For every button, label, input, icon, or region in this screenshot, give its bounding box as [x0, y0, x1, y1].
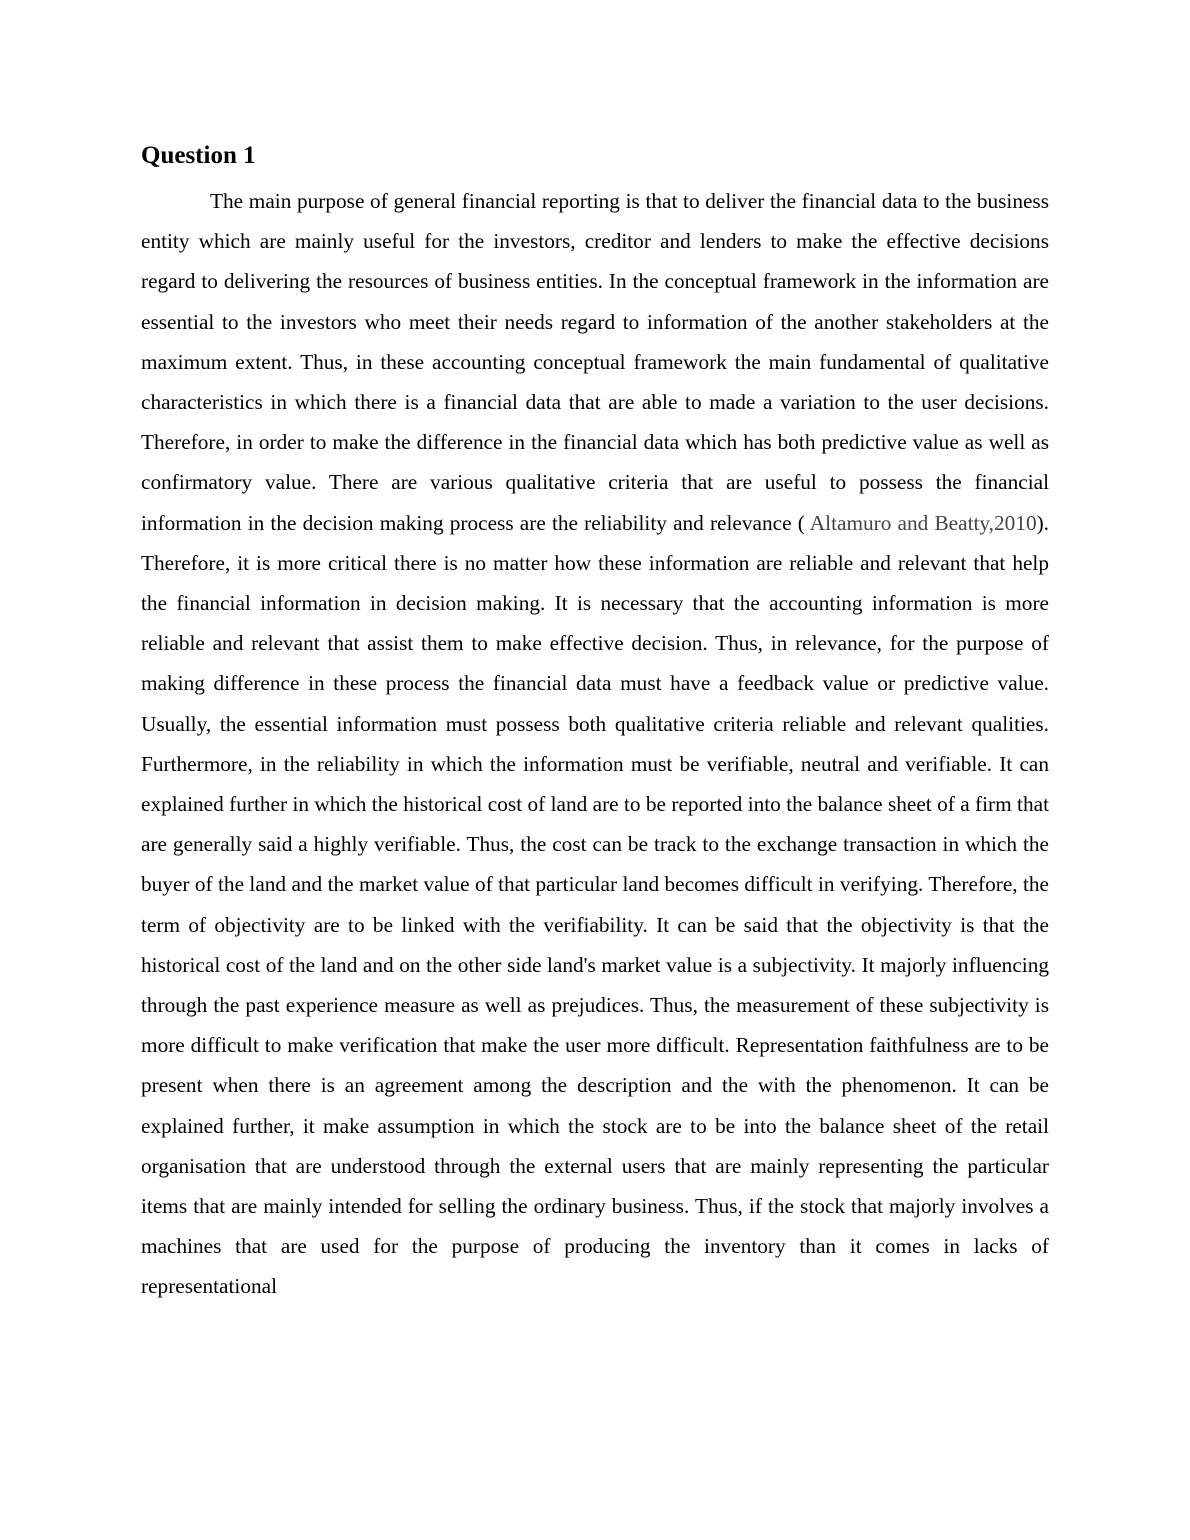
citation-reference: Altamuro and Beatty,2010	[804, 510, 1037, 535]
question-heading: Question 1	[141, 142, 256, 169]
body-paragraph	[141, 181, 1049, 1307]
paragraph-text-part-1: The main purpose of general financial reporting is that to deliver the financial data to the business entity which are mainly useful for the investors, creditor and lenders to make the effective decisions regard to delivering the resources of business entities. In the conceptual framework in the information are essential to the investors who meet their needs regard to information of the another stakeholders at the maximum extent. Thus, in these accounting conceptual framework the main fundamental of qualitative characteristics in which there is a financial data that are able to made a variation to the user decisions. Therefore, in order to make the difference in the financial data which has both predictive value as well as confirmatory value. There are various qualitative criteria that are useful to possess the financial information in the decision making process are the reliability and relevance (	[141, 189, 1049, 535]
paragraph-text-part-2: ). Therefore, it is more critical there is no matter how these information are reliable and relevant that help the financial information in decision making. It is necessary that the accounting information is more reliable and relevant that assist them to make effective decision. Thus, in relevance, for the purpose of making difference in these process the financial data must have a feedback value or predictive value. Usually, the essential information must possess both qualitative criteria reliable and relevant qualities. Furthermore, in the reliability in which the information must be verifiable, neutral and verifiable. It can explained further in which the historical cost of land are to be reported into the balance sheet of a firm that are generally said a highly verifiable. Thus, the cost can be track to the exchange transaction in which the buyer of the land and the market value of that particular land becomes difficult in verifying. Therefore, the term of objectivity are to be linked with the verifiability. It can be said that the objectivity is that the historical cost of the land and on the other side land's market value is a subjectivity. It majorly influencing through the past experience measure as well as prejudices. Thus, the measurement of these subjectivity is more difficult to make verification that make the user more difficult. Representation faithfulness are to be present when there is an agreement among the description and the with the phenomenon. It can be explained further, it make assumption in which the stock are to be into the balance sheet of the retail organisation that are understood through the external users that are mainly representing the particular items that are mainly intended for selling the ordinary business. Thus, if the stock that majorly involves a machines that are used for the purpose of producing the inventory than it comes in lacks of representational	[141, 510, 1050, 1299]
